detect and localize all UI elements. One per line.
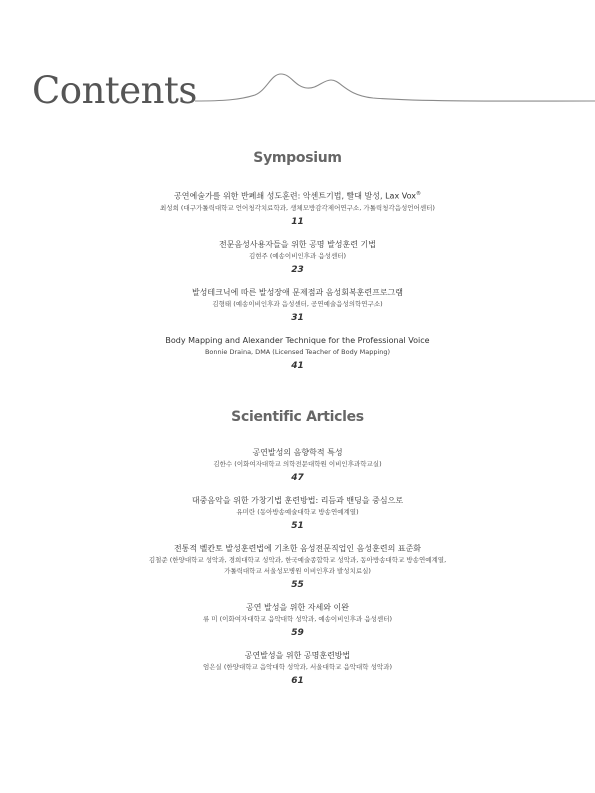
entry-author: 김형태 (예송이비인후과 음성센터, 공연예술음성의학연구소) <box>212 299 383 308</box>
toc-entry[interactable] <box>0 447 595 485</box>
title-decorative-curve <box>195 70 595 106</box>
entry-title: 공연 발성을 위한 자세와 이완 <box>246 603 349 612</box>
section-scientific-articles <box>0 409 595 698</box>
entry-author: 김철준 (한양대학교 성악과, 경희대학교 성악과, 한국예술종합학교 성악과, 동아방송대학교 방송연예계열, <box>148 556 447 564</box>
entry-author: 유미란 (동아방송예술대학교 방송연예계열) <box>236 508 359 516</box>
entry-author: Bonnie Draina, DMA (Licensed Teacher of Body Mapping) <box>204 347 391 356</box>
toc-entry[interactable] <box>0 650 595 688</box>
entry-author: 류 미 (이화여자대학교 음악대학 성악과, 예송이비인후과 음성센터) <box>202 615 393 623</box>
toc-entry[interactable] <box>0 335 595 373</box>
entry-title: 대중음악을 위한 가창기법 훈련방법: 리듬과 밴딩을 중심으로 <box>191 496 404 505</box>
entry-page-number: 41 <box>291 360 304 371</box>
entry-page-number: 23 <box>291 264 304 275</box>
registered-mark: ® <box>415 191 421 197</box>
entry-title: 전문음성사용자들을 위한 공명 발성훈련 기법 <box>218 239 376 249</box>
entry-author: 김현주 (예송이비인후과 음성센터) <box>248 251 347 260</box>
page-title: Contents <box>32 69 197 112</box>
entry-author: 김한수 (이화여자대학교 의학전문대학원 이비인후과학교실) <box>213 460 382 468</box>
entry-title: 공연발성을 위한 공명훈련방법 <box>244 651 351 660</box>
toc-entry[interactable] <box>0 602 595 640</box>
entry-page-number: 47 <box>291 473 304 483</box>
entry-author: 가톨릭대학교 서울성모병원 이비인후과 발성치료실) <box>224 567 371 575</box>
entry-title: 공연발성의 음향학적 특성 <box>252 448 343 457</box>
entry-page-number: 59 <box>291 628 304 638</box>
entry-page-number: 61 <box>291 676 304 686</box>
entry-author: 엄은실 (한양대학교 음악대학 성악과, 서울대학교 음악대학 성악과) <box>202 663 393 671</box>
entry-page-number: 11 <box>291 216 304 227</box>
entry-author: 최성희 (대구가톨릭대학교 언어청각치료학과, 생체모방감각제어연구소, 가톨릭청각음성언어센터) <box>160 203 435 212</box>
toc-entry[interactable] <box>0 239 595 277</box>
entry-page-number: 55 <box>291 580 304 590</box>
entry-title: 발성테크닉에 따른 발성장애 문제점과 음성회복훈련프로그램 <box>191 287 404 297</box>
entry-title: 공연예술가를 위한 반폐쇄 성도훈련: 악센트기법, 빨대 발성, Lax Vox® <box>174 191 421 201</box>
section-heading: Symposium <box>253 150 342 166</box>
toc-entry[interactable] <box>0 495 595 533</box>
entry-title: Body Mapping and Alexander Technique for the Professional Voice <box>165 335 430 345</box>
entry-title: 전통적 벨칸토 발성훈련법에 기초한 음성전문직업인 음성훈련의 표준화 <box>173 544 422 553</box>
entry-page-number: 51 <box>291 521 304 531</box>
section-heading: Scientific Articles <box>231 409 364 425</box>
entry-page-number: 31 <box>291 312 304 323</box>
toc-entry[interactable] <box>0 188 595 229</box>
section-symposium <box>0 150 595 383</box>
toc-entry[interactable] <box>0 287 595 325</box>
toc-entry[interactable] <box>0 543 595 592</box>
